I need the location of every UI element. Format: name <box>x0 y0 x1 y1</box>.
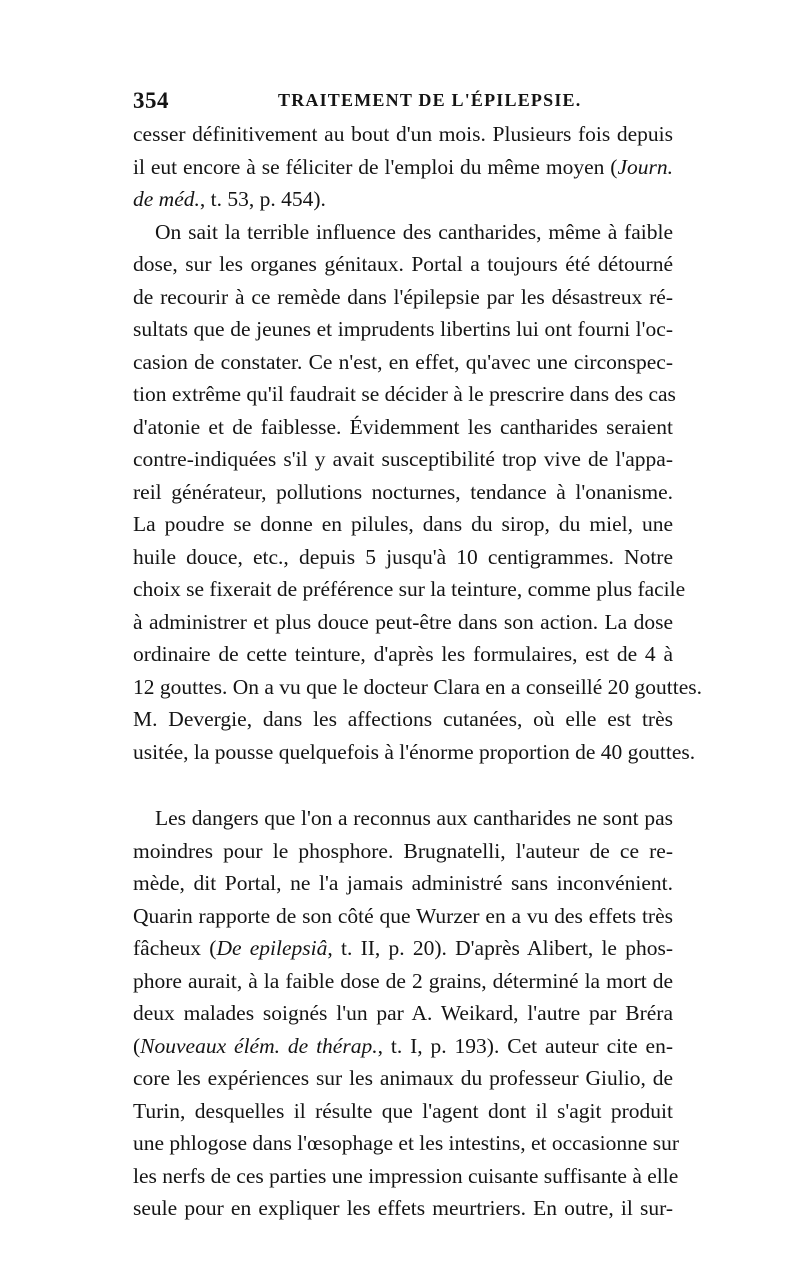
text-line: contre-indiquées s'il y avait susceptibilité trop vive de l'appa- <box>133 447 673 471</box>
paragraph-1 <box>133 118 673 216</box>
italic-reference: De epilepsiâ <box>216 936 328 960</box>
text-line: (Nouveaux élém. de thérap., t. I, p. 193). Cet auteur cite en- <box>133 1033 673 1058</box>
text-line: une phlogose dans l'œsophage et les intestins, et occasionne sur <box>133 1131 680 1155</box>
text-line: choix se fixerait de préférence sur la teinture, comme plus facile <box>133 577 686 601</box>
text-line: reil générateur, pollutions nocturnes, tendance à l'onanisme. <box>133 479 673 504</box>
text-line: phore aurait, à la faible dose de 2 grains, déterminé la mort de <box>133 968 673 993</box>
text-line: Les dangers que l'on a reconnus aux cantharides ne sont pas <box>155 806 673 830</box>
text-line: les nerfs de ces parties une impression cuisante suffisante à elle <box>133 1163 679 1188</box>
text-line: usitée, la pousse quelquefois à l'énorme proportion de 40 gouttes. <box>133 739 696 764</box>
text-line: mède, dit Portal, ne l'a jamais administré sans inconvénient. <box>133 871 673 895</box>
italic-reference: Journ. <box>617 154 673 179</box>
page-header <box>133 88 673 118</box>
text-line: Quarin rapporte de son côté que Wurzer en a vu des effets très <box>133 903 673 928</box>
text-line: d'atonie et de faiblesse. Évidemment les cantharides seraient <box>133 414 673 439</box>
text-line: de recourir à ce remède dans l'épilepsie par les désastreux ré- <box>133 284 673 309</box>
text-line: sultats que de jeunes et imprudents libertins lui ont fourni l'oc- <box>133 317 673 341</box>
paragraph-2 <box>133 216 702 769</box>
text-line: fâcheux (De epilepsiâ, t. II, p. 20). D'après Alibert, le phos- <box>133 936 673 960</box>
text-line: casion de constater. Ce n'est, en effet, qu'avec une circonspec- <box>133 349 673 374</box>
text-line: Turin, desquelles il résulte que l'agent dont il s'agit produit <box>133 1098 673 1123</box>
text-line: M. Devergie, dans les affections cutanées, où elle est très <box>133 707 673 731</box>
text-line: dose, sur les organes génitaux. Portal a toujours été détourné <box>133 252 673 276</box>
text-line: il eut encore à se féliciter de l'emploi du même moyen (Journ. <box>133 154 673 179</box>
text-line: On sait la terrible influence des cantharides, même à faible <box>155 219 673 244</box>
italic-reference: Nouveaux élém. de thérap. <box>140 1033 378 1058</box>
text-line: ordinaire de cette teinture, d'après les formulaires, est de 4 à <box>133 642 673 666</box>
text-line: deux malades soignés l'un par A. Weikard, l'autre par Bréra <box>133 1001 673 1025</box>
body-text <box>133 118 702 1225</box>
text-line: La poudre se donne en pilules, dans du sirop, du miel, une <box>133 512 673 536</box>
text-line: huile douce, etc., depuis 5 jusqu'à 10 centigrammes. Notre <box>133 544 673 569</box>
running-title: TRAITEMENT DE L'ÉPILEPSIE. <box>278 90 582 110</box>
text-line: à administrer et plus douce peut-être dans son action. La dose <box>133 609 673 634</box>
italic-reference: de méd. <box>133 187 200 211</box>
paragraph-3 <box>133 802 680 1225</box>
text-line: moindres pour le phosphore. Brugnatelli, l'auteur de ce re- <box>133 838 673 863</box>
text-line: 12 gouttes. On a vu que le docteur Clara en a conseillé 20 gouttes. <box>133 674 702 699</box>
page-number: 354 <box>133 88 169 113</box>
text-line: de méd., t. 53, p. 454). <box>133 187 326 211</box>
text-line: cesser définitivement au bout d'un mois. Plusieurs fois depuis <box>133 122 673 146</box>
text-line: tion extrême qu'il faudrait se décider à le prescrire dans des cas <box>133 382 676 406</box>
text-line: core les expériences sur les animaux du professeur Giulio, de <box>133 1066 673 1090</box>
text-line: seule pour en expliquer les effets meurtriers. En outre, il sur- <box>133 1196 673 1220</box>
paragraph-gap <box>133 768 673 802</box>
